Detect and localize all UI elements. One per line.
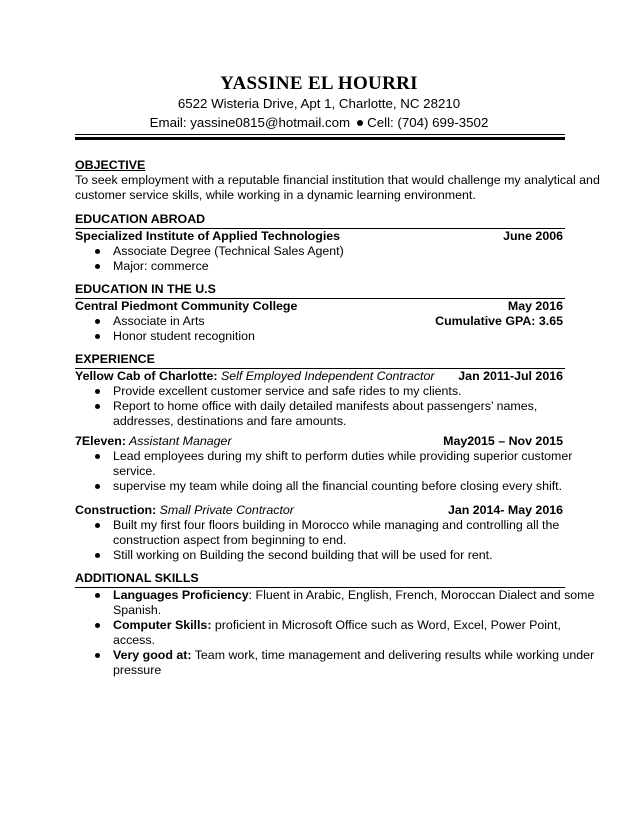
section-heading: EDUCATION ABROAD [75, 212, 206, 226]
section-heading: OBJECTIVE [75, 158, 146, 172]
employer: Construction: [75, 503, 157, 517]
job-role: Self Employed Independent Contractor [217, 369, 435, 383]
cell-phone: Cell: (704) 699-3502 [367, 115, 489, 130]
bullet-dot-icon [357, 120, 363, 126]
list-item: Associate Degree (Technical Sales Agent) [113, 244, 344, 258]
list-item: Associate in Arts [113, 314, 205, 328]
skill-item-continued: Spanish. [113, 603, 162, 617]
list-item: Major: commerce [113, 259, 209, 273]
job-role: Small Private Contractor [156, 503, 294, 517]
list-item: Still working on Building the second building that will be used for rent. [113, 548, 493, 562]
list-item-continued: construction aspect from beginning to end. [113, 533, 347, 547]
school-date: June 2006 [503, 229, 563, 243]
contact-line [0, 115, 638, 130]
section-heading: EXPERIENCE [75, 352, 155, 366]
skill-label: Computer Skills: [113, 618, 212, 632]
header-rule-thick [75, 137, 565, 140]
section-heading: EDUCATION IN THE U.S [75, 282, 216, 296]
skill-label: Languages Proficiency [113, 588, 249, 602]
job-title-line [75, 503, 294, 518]
job-role: Assistant Manager [125, 434, 232, 448]
objective-text: customer service skills, while working in a dynamic learning environment. [75, 188, 476, 202]
employer: 7Eleven: [75, 434, 126, 448]
header-rule-thin [75, 134, 565, 135]
list-item: Lead employees during my shift to perform duties while providing superior customer [113, 449, 573, 463]
school-name: Central Piedmont Community College [75, 299, 298, 313]
address: 6522 Wisteria Drive, Apt 1, Charlotte, NC 28210 [177, 96, 461, 111]
section-heading: ADDITIONAL SKILLS [75, 571, 199, 585]
email: Email: yassine0815@hotmail.com [149, 115, 351, 130]
job-date: May2015 – Nov 2015 [443, 434, 563, 448]
job-title-line [75, 369, 435, 384]
list-item-continued: service. [113, 464, 156, 478]
list-item: Honor student recognition [113, 329, 255, 343]
skill-item [113, 618, 561, 633]
list-item: Report to home office with daily detailed manifests about passengers’ names, [113, 399, 538, 413]
job-date: Jan 2014- May 2016 [447, 503, 563, 517]
skill-label: Very good at: [113, 648, 192, 662]
skill-item-continued: access. [113, 633, 156, 647]
list-item-continued: addresses, destinations and fare amounts. [113, 414, 347, 428]
candidate-name: YASSINE EL HOURRI [220, 73, 418, 94]
job-title-line [75, 434, 232, 449]
school-name: Specialized Institute of Applied Technologies [75, 229, 341, 243]
list-item: Built my first four floors building in Morocco while managing and controlling all the [113, 518, 560, 532]
skill-item-continued: pressure [113, 663, 162, 677]
employer: Yellow Cab of Charlotte: [75, 369, 218, 383]
objective-text: To seek employment with a reputable financial institution that would challenge my analytical and [75, 173, 600, 187]
skill-item [113, 648, 594, 663]
job-date: Jan 2011-Jul 2016 [458, 369, 563, 383]
school-date: May 2016 [507, 299, 563, 313]
list-item: Provide excellent customer service and safe rides to my clients. [113, 384, 462, 398]
skill-text: : Fluent in Arabic, English, French, Moroccan Dialect and some [248, 588, 595, 602]
skill-text: Team work, time management and delivering results while working under [191, 648, 595, 662]
skill-item [113, 588, 594, 603]
skill-text: proficient in Microsoft Office such as Word, Excel, Power Point, [211, 618, 561, 632]
list-item: supervise my team while doing all the financial counting before closing every shift. [113, 479, 563, 493]
gpa: Cumulative GPA: 3.65 [435, 314, 563, 328]
